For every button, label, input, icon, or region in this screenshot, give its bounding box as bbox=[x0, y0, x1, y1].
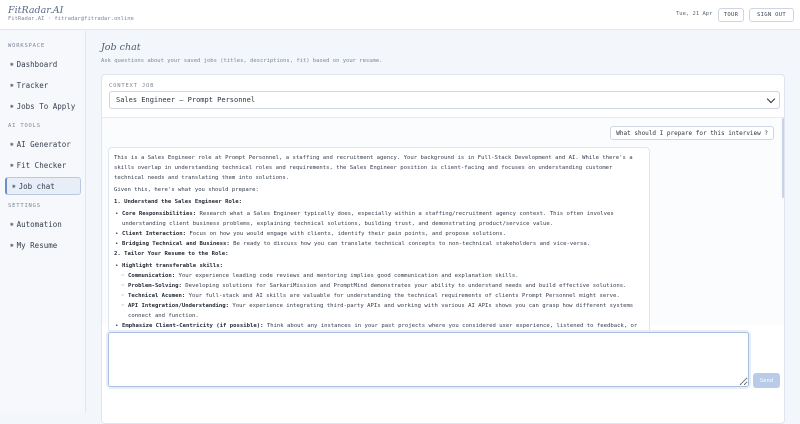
section-label-settings: SETTINGS bbox=[8, 203, 41, 209]
message-input[interactable] bbox=[108, 332, 749, 387]
assistant-message bbox=[108, 147, 650, 337]
page-title: Job chat bbox=[101, 42, 141, 53]
star-icon: ✱ bbox=[10, 60, 14, 68]
tour-button[interactable]: TOUR bbox=[718, 8, 744, 22]
send-button[interactable]: Send bbox=[753, 373, 780, 388]
sidebar bbox=[0, 31, 86, 412]
list-item: ◦ Communication: Your experience leading code reviews and mentoring implies good communication and explanation skills. bbox=[114, 271, 644, 281]
star-icon: ✱ bbox=[10, 161, 14, 169]
chat-card bbox=[101, 74, 785, 424]
answer-heading-1: 1. Understand the Sales Engineer Role: bbox=[114, 199, 242, 205]
sidebar-item-automation[interactable] bbox=[5, 215, 81, 233]
context-job-value: Sales Engineer — Prompt Personnel bbox=[116, 96, 256, 104]
answer-heading-2: 2. Tailor Your Resume to the Role: bbox=[114, 251, 229, 257]
list-item: ◦ Technical Acumen: Your full-stack and AI skills are valuable for understanding the technical requirements of clients Prompt Personnel might serve. bbox=[114, 291, 644, 301]
sidebar-item-dashboard[interactable] bbox=[5, 55, 81, 73]
sidebar-item-ai-generator[interactable] bbox=[5, 135, 81, 153]
sidebar-item-jobs-to-apply[interactable] bbox=[5, 97, 81, 115]
list-item: ◦ API Integration/Understanding: Your experience integrating third-party APIs and working with various AI APIs shows you can grasp how different systems connect and function. bbox=[114, 301, 644, 321]
current-date: Tue, 21 Apr bbox=[676, 11, 713, 17]
user-account-line: FitRadar.AI · fitradar@fitradar.online bbox=[8, 16, 134, 22]
star-icon: ✱ bbox=[10, 81, 14, 89]
sidebar-item-job-chat[interactable] bbox=[5, 177, 81, 195]
sidebar-item-my-resume[interactable] bbox=[5, 236, 81, 254]
chat-messages[interactable] bbox=[102, 117, 784, 329]
answer-lead: Given this, here's what you should prepare: bbox=[114, 187, 259, 193]
sidebar-item-tracker[interactable] bbox=[5, 76, 81, 94]
brand-logo[interactable]: FitRadar.AI bbox=[8, 5, 64, 16]
page-subtitle: Ask questions about your saved jobs (titles, descriptions, fit) based on your resume. bbox=[101, 58, 383, 64]
sidebar-item-label: My Resume bbox=[16, 240, 58, 250]
sign-out-button[interactable]: SIGN OUT bbox=[749, 8, 794, 22]
list-item: • Highlight transferable skills: bbox=[114, 261, 644, 271]
sidebar-item-label: Dashboard bbox=[16, 59, 58, 69]
main-content bbox=[86, 31, 800, 412]
star-icon: ✱ bbox=[10, 140, 14, 148]
user-message: What should I prepare for this interview ? bbox=[610, 126, 774, 140]
sidebar-item-fit-checker[interactable] bbox=[5, 156, 81, 174]
sidebar-item-label: Job chat bbox=[18, 181, 55, 191]
list-item: • Client Interaction: Focus on how you would engage with clients, identify their pain points, and propose solutions. bbox=[114, 229, 644, 239]
star-icon: ✱ bbox=[12, 182, 16, 190]
answer-intro: This is a Sales Engineer role at Prompt Personnel, a staffing and recruitment agency. Your background is in Full-Stack Development and AI. While there's a skills overlap in understanding technical roles and requirements, the Sales Engineer position is client-facing and focuses on understanding customer technical needs and translating them into solutions. bbox=[114, 155, 633, 181]
sidebar-item-label: AI Generator bbox=[16, 139, 71, 149]
sidebar-item-label: Jobs To Apply bbox=[16, 101, 76, 111]
star-icon: ✱ bbox=[10, 220, 14, 228]
star-icon: ✱ bbox=[10, 241, 14, 249]
answer-list-2 bbox=[114, 261, 644, 341]
list-item: • Bridging Technical and Business: Be ready to discuss how you can translate technical concepts to non-technical stakeholders and vice-versa. bbox=[114, 239, 644, 249]
list-item: • Core Responsibilities: Research what a Sales Engineer typically does, especially within a staffing/recruitment agency context. This often involves understanding client business problems, explaining technical solutions, building trust, and demonstrating product/service value. bbox=[114, 209, 644, 229]
sidebar-item-label: Fit Checker bbox=[16, 160, 67, 170]
chevron-down-icon bbox=[767, 95, 775, 103]
app-header bbox=[0, 0, 800, 30]
section-label-ai-tools: AI TOOLS bbox=[8, 123, 41, 129]
context-job-select[interactable] bbox=[109, 91, 780, 109]
list-item: • Emphasize Client-Centricity (if possible): Think about any instances in your past projects where you considered user experience, listened to feedback, or bbox=[114, 321, 644, 341]
answer-list-1 bbox=[114, 209, 644, 249]
sidebar-item-label: Tracker bbox=[16, 80, 49, 90]
chat-scrollbar[interactable] bbox=[782, 118, 784, 198]
sidebar-item-label: Automation bbox=[16, 219, 62, 229]
context-job-label: CONTEXT JOB bbox=[109, 83, 155, 89]
section-label-workspace: WORKSPACE bbox=[8, 43, 46, 49]
star-icon: ✱ bbox=[10, 102, 14, 110]
list-item: ◦ Problem-Solving: Developing solutions for SarkariMission and PromptMind demonstrates your ability to understand needs and build effective solutions. bbox=[114, 281, 644, 291]
